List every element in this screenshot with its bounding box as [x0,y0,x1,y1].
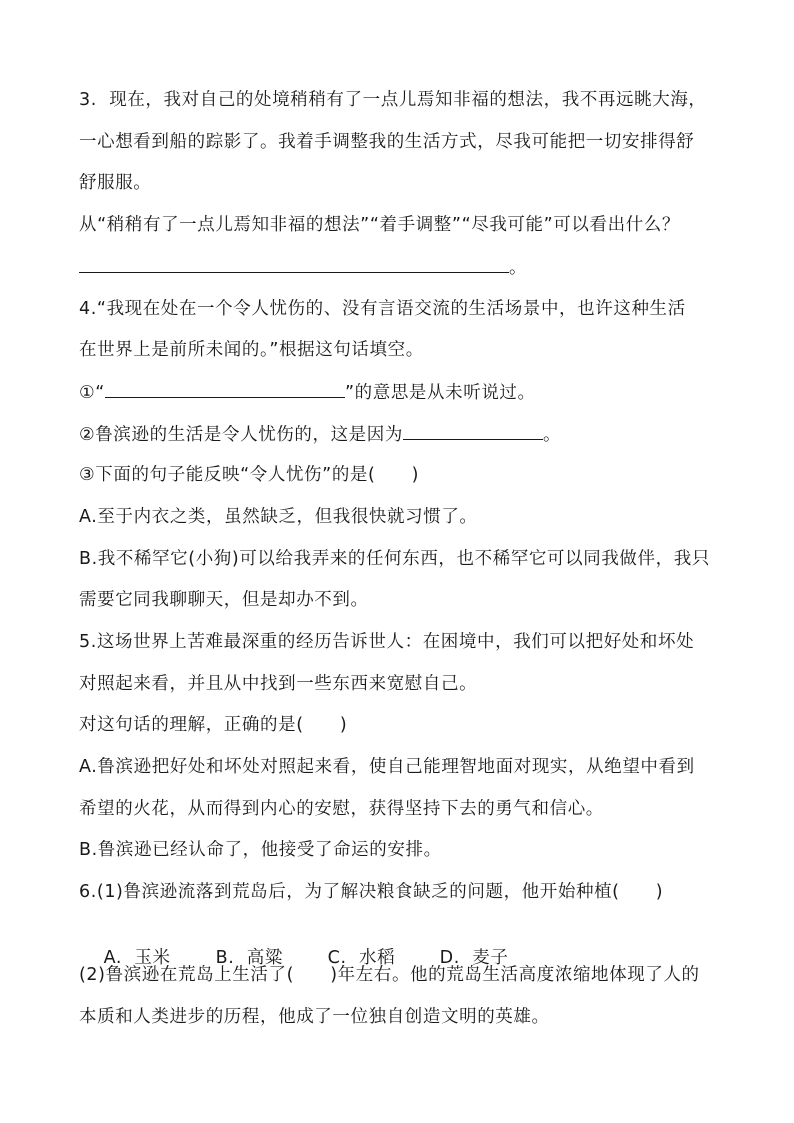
q4-option-a: A.至于内衣之类，虽然缺乏，但我很快就习惯了。 [79,507,478,527]
q6-part2-line-1: (2)鲁滨逊在荒岛上生活了( )年左右。他的荒岛生活高度浓缩地体现了人的 [79,965,700,985]
q4-sub-1-post: ”的意思是从未听说过。 [344,383,536,403]
q3-answer-blank[interactable] [79,255,509,273]
q4-sub-1 [79,380,536,405]
q3-line-2: 一心想看到船的踪影了。我着手调整我的生活方式，尽我可能把一切安排得舒 [79,132,695,152]
q4-sub-2-pre: ②鲁滨逊的生活是令人忧伤的，这是因为 [79,425,403,445]
q5-option-a-line-1: A.鲁滨逊把好处和坏处对照起来看，使自己能理智地面对现实，从绝望中看到 [79,757,695,777]
q4-line-2: 在世界上是前所未闻的。”根据这句话填空。 [79,340,424,360]
q3-answer-line [79,255,527,280]
q4-sub-2-post: 。 [543,425,562,445]
q5-option-a-line-2: 希望的火花，从而得到内心的安慰，获得坚持下去的勇气和信心。 [79,799,604,819]
q3-answer-end: 。 [509,258,528,278]
q5-question: 对这句话的理解，正确的是( ) [79,715,348,735]
q6-part2-line-2: 本质和人类进步的历程，他成了一位独自创造文明的英雄。 [79,1007,550,1027]
q4-line-1: 4.“我现在处在一个令人忧伤的、没有言语交流的生活场景中，也许这种生活 [79,299,686,319]
q5-option-b: B.鲁滨逊已经认命了，他接受了命运的安排。 [79,840,442,860]
q6-option-b: B. 高粱 [215,948,283,968]
q6-line-1: 6.(1)鲁滨逊流落到荒岛后，为了解决粮食缺乏的问题，他开始种植( ) [79,882,664,902]
q4-sub-2 [79,422,561,447]
q4-sub-1-pre: ①“ [79,383,105,403]
q4-sub-3: ③下面的句子能反映“令人忧伤”的是( ) [79,465,420,485]
q6-option-c: C. 水稻 [327,948,396,968]
q6-option-a: A. 玉米 [103,948,171,968]
q4-option-b-line-1: B.我不稀罕它(小狗)可以给我弄来的任何东西，也不稀罕它可以同我做伴，我只 [79,549,710,569]
q3-question: 从“稍稍有了一点儿焉知非福的想法”“着手调整”“尽我可能”可以看出什么？ [79,215,680,235]
q5-line-2: 对照起来看，并且从中找到一些东西来宽慰自己。 [79,674,478,694]
q3-line-1: 3. 现在，我对自己的处境稍稍有了一点儿焉知非福的想法，我不再远眺大海， [79,90,707,110]
q6-option-d: D. 麦子 [439,948,509,968]
q4-sub-2-blank[interactable] [403,422,543,440]
q3-line-3: 舒服服。 [79,173,152,193]
q4-option-b-line-2: 需要它同我聊聊天，但是却办不到。 [79,590,369,610]
q4-sub-1-blank[interactable] [105,380,345,398]
q5-line-1: 5.这场世界上苦难最深重的经历告诉世人：在困境中，我们可以把好处和坏处 [79,632,695,652]
